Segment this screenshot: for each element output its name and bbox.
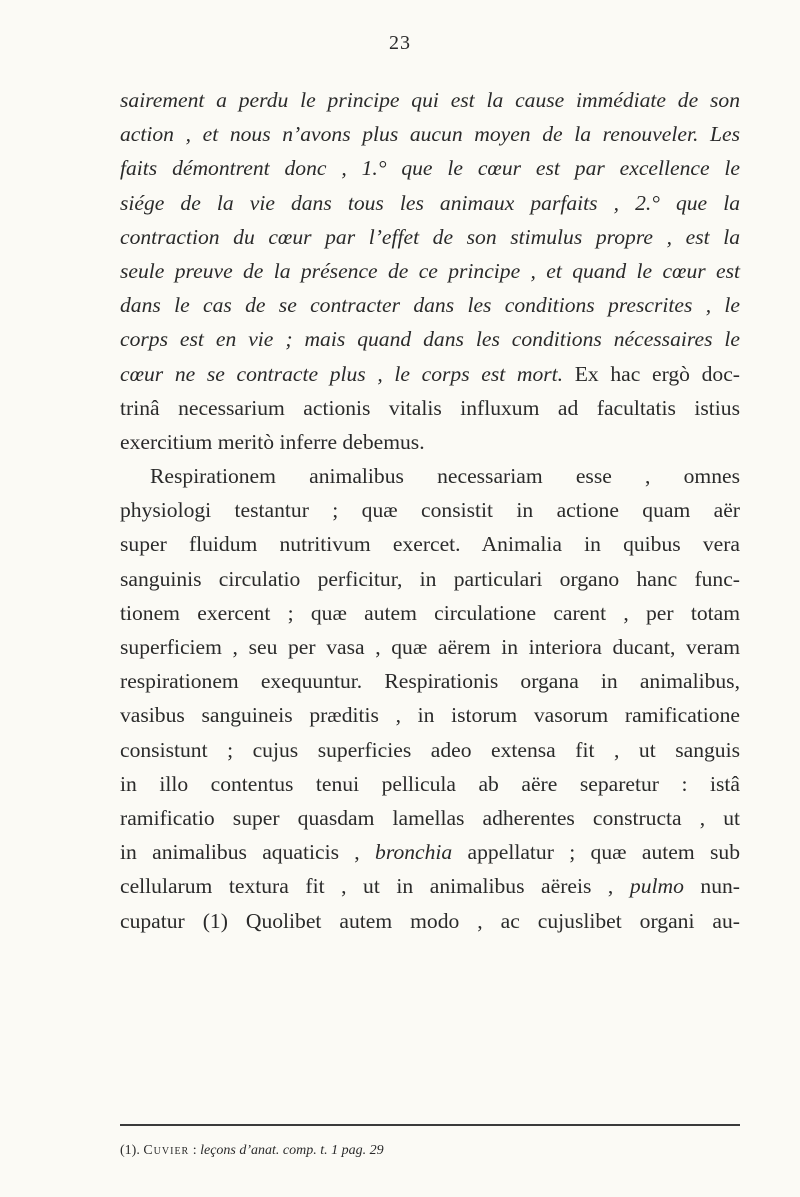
text-line: seule preuve de la présence de ce principe , et quand le cœur est	[120, 258, 740, 283]
footnote	[120, 1140, 740, 1162]
roman-span: appellatur ; quæ autem sub	[452, 840, 740, 865]
text-line: contraction du cœur par l’effet de son stimulus propre , est la	[120, 224, 740, 249]
paragraph-start-line	[120, 459, 740, 493]
text-line: exercitium meritò inferre debemus.	[120, 429, 425, 454]
footnote-author: Cuvier	[143, 1143, 190, 1158]
text-line: sairement a perdu le principe qui est la cause immédiate de son	[120, 88, 740, 112]
roman-span: nun-	[683, 874, 741, 899]
text-line: respirationem exequuntur. Respirationis organa in animalibus,	[120, 669, 740, 694]
page-number: 23	[389, 32, 411, 54]
text-line: superficiem , seu per vasa , quæ aërem in interiora ducant, veram	[120, 635, 740, 659]
roman-span: cellularum textura fit , ut in animalibus aëreis ,	[120, 874, 630, 899]
text-line: consistunt ; cujus superficies adeo extensa fit , ut sanguis	[120, 737, 740, 762]
text-line	[120, 835, 740, 869]
roman-span: Respirationem animalibus necessariam esse , omnes	[150, 464, 740, 489]
text-line: vasibus sanguineis præditis , in istorum vasorum ramificatione	[120, 703, 740, 728]
italic-span: cœur ne se contracte plus , le corps est mort.	[120, 361, 564, 386]
footnote-separator: :	[189, 1143, 201, 1158]
text-line: trinâ necessarium actionis vitalis influxum ad facultatis istius	[120, 395, 740, 420]
text-line: action , et nous n’avons plus aucun moyen de la renouveler. Les	[120, 122, 740, 147]
text-line: in illo contentus tenui pellicula ab aëre separetur : istâ	[120, 771, 740, 796]
main-text	[120, 83, 740, 938]
text-line: sanguinis circulatio perficitur, in particulari organo hanc func-	[120, 566, 740, 591]
italic-term: bronchia	[375, 840, 453, 865]
text-line	[120, 869, 740, 903]
text-line	[120, 357, 740, 391]
text-line: ramificatio super quasdam lamellas adherentes constructa , ut	[120, 805, 740, 830]
text-line: tionem exercent ; quæ autem circulatione carent , per totam	[120, 600, 740, 625]
text-line: faits démontrent donc , 1.° que le cœur est par excellence le	[120, 156, 740, 181]
footnote-citation: leçons d’anat. comp. t. 1 pag. 29	[200, 1143, 384, 1158]
roman-span: in animalibus aquaticis ,	[120, 840, 376, 865]
italic-term: pulmo	[629, 874, 684, 899]
text-line: physiologi testantur ; quæ consistit in actione quam aër	[120, 498, 740, 523]
text-line: cupatur (1) Quolibet autem modo , ac cujuslibet organi au-	[120, 908, 740, 933]
footnote-rule	[120, 1124, 740, 1126]
footnote-marker: (1).	[120, 1143, 140, 1158]
text-line: dans le cas de se contracter dans les conditions prescrites , le	[120, 293, 740, 318]
roman-span: Ex hac ergò doc-	[563, 361, 740, 386]
text-line: super fluidum nutritivum exercet. Animalia in quibus vera	[120, 532, 740, 557]
text-line: siége de la vie dans tous les animaux parfaits , 2.° que la	[120, 190, 740, 215]
text-line: corps est en vie ; mais quand dans les conditions nécessaires le	[120, 327, 740, 352]
